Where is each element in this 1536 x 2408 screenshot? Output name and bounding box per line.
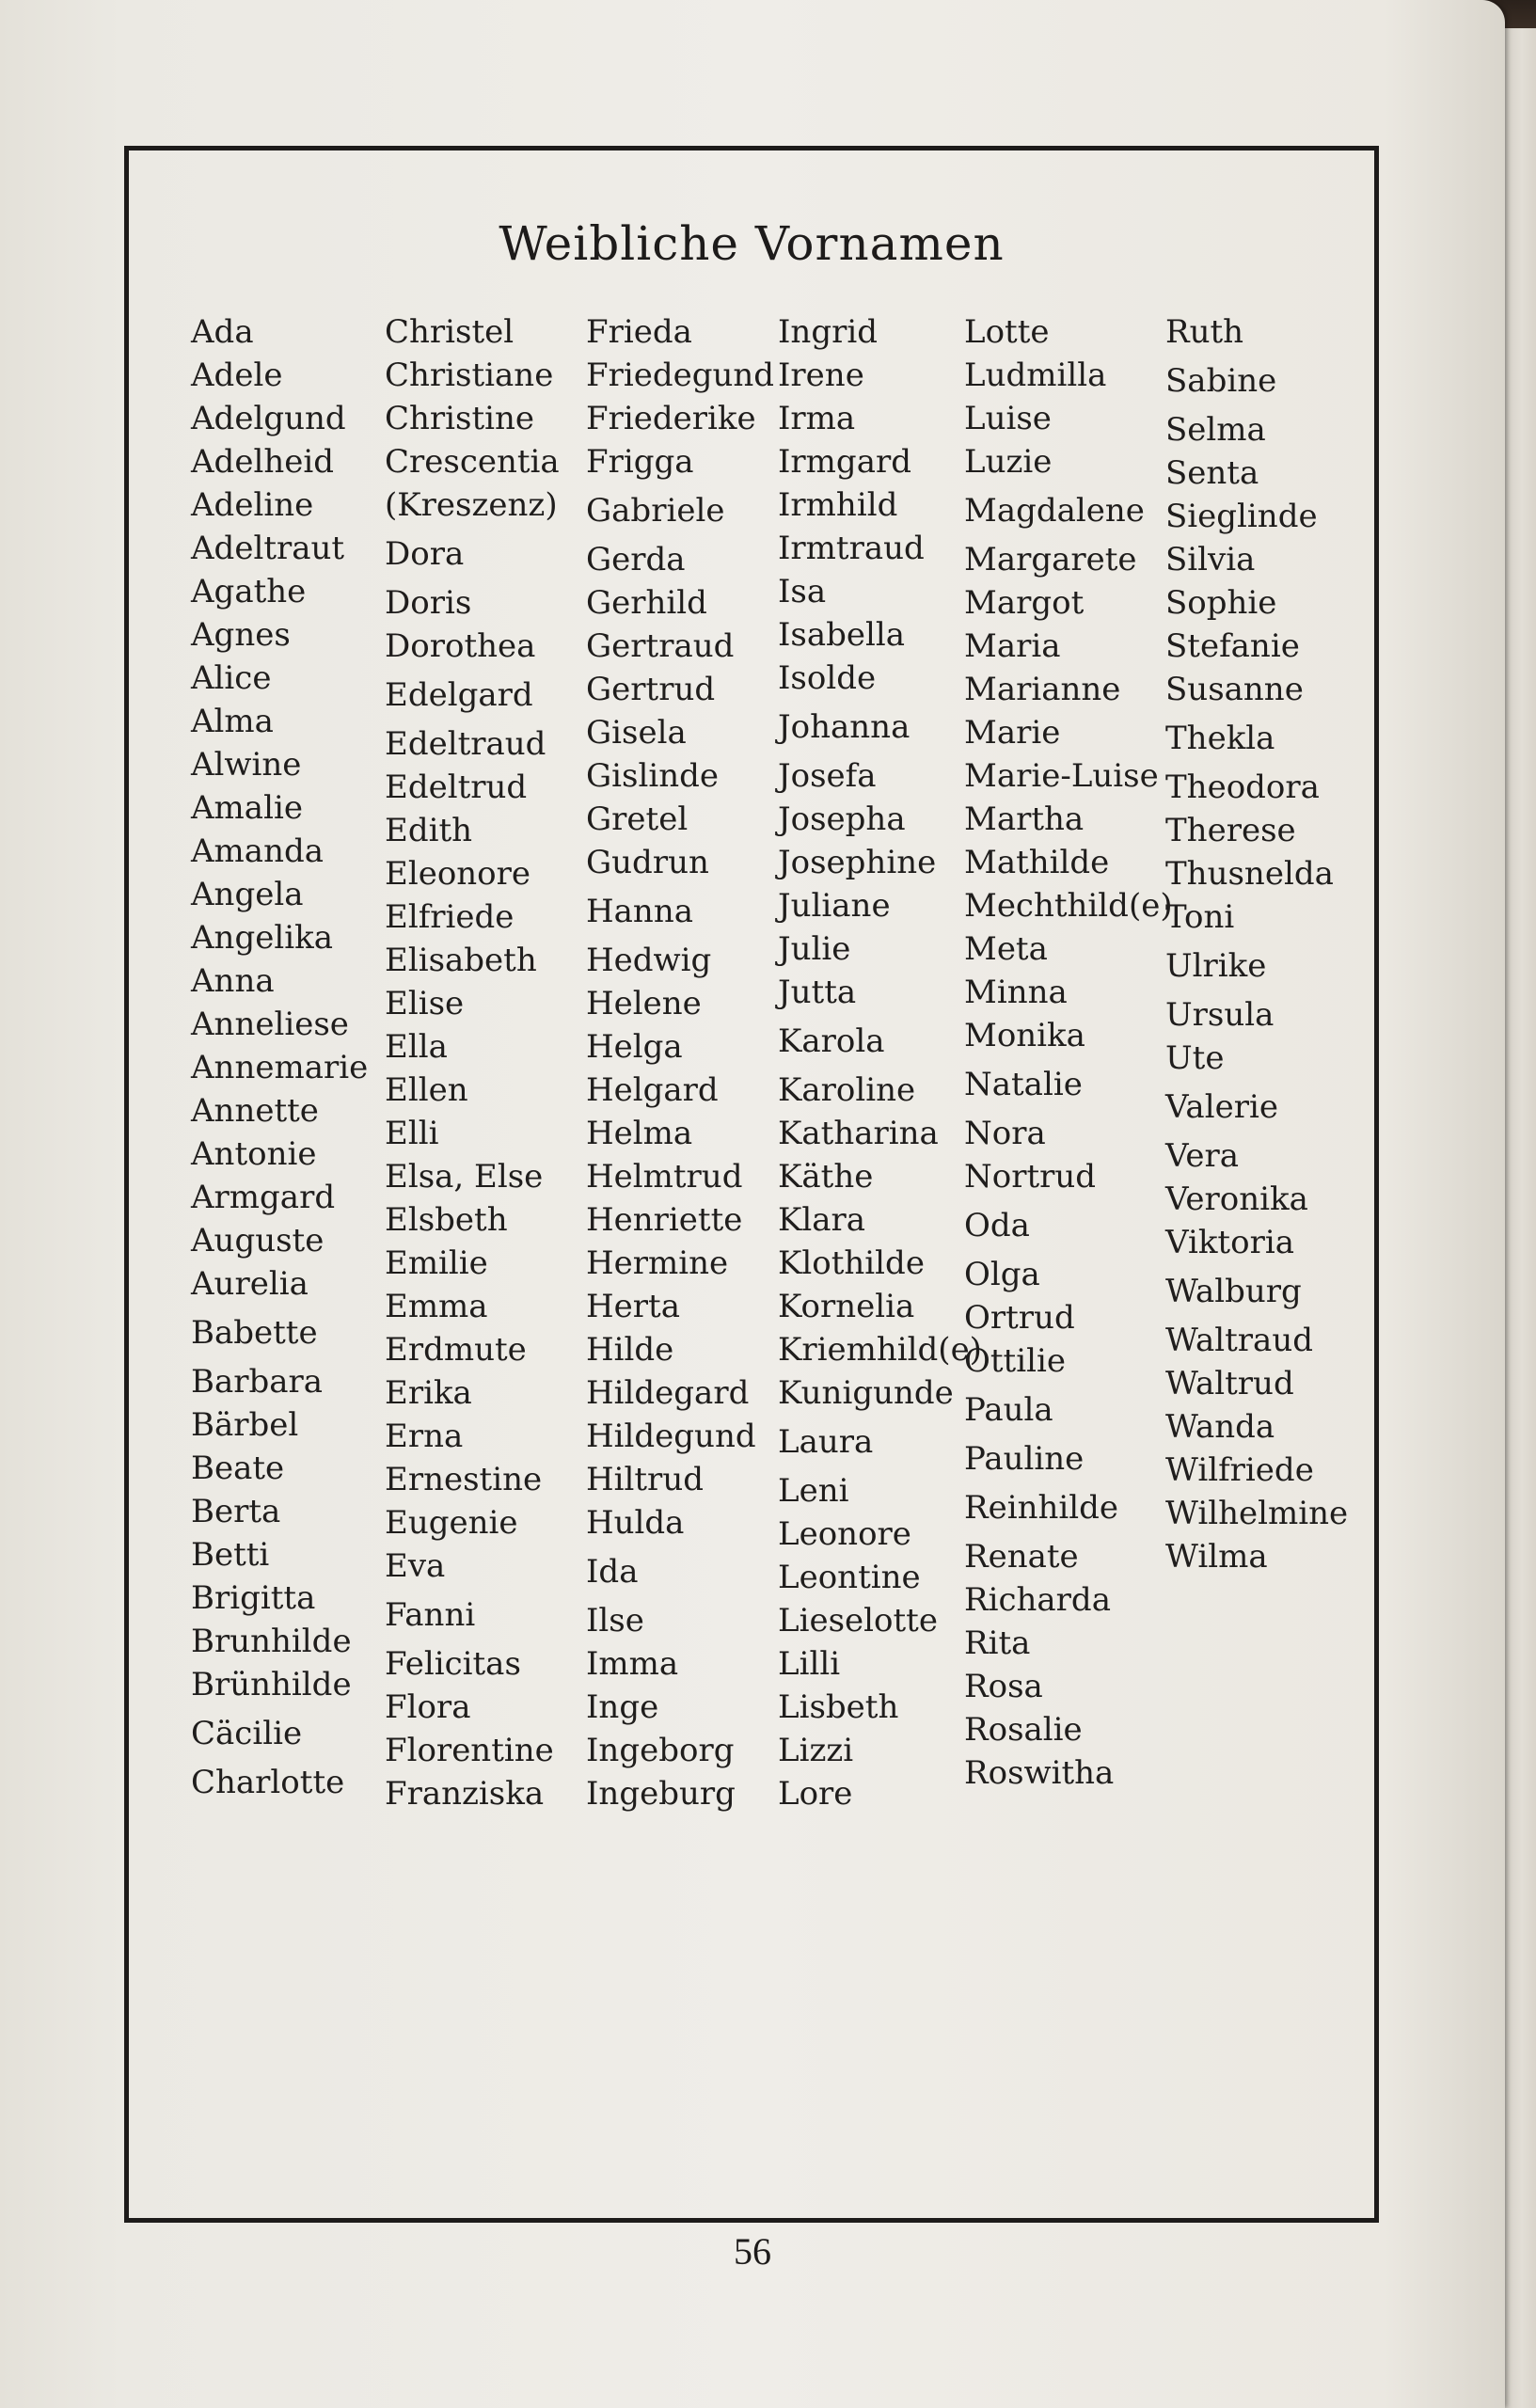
name-entry: Susanne bbox=[1165, 671, 1304, 708]
name-entry: Klara bbox=[778, 1201, 866, 1239]
name-entry: Ruth bbox=[1165, 313, 1244, 351]
name-entry: Martha bbox=[964, 800, 1085, 838]
name-entry: Marie-Luise bbox=[964, 757, 1159, 795]
name-entry: Margot bbox=[964, 584, 1085, 622]
name-entry: Gabriele bbox=[586, 492, 725, 530]
name-entry: Klothilde bbox=[778, 1244, 925, 1282]
name-entry: Edith bbox=[385, 812, 473, 849]
name-entry: Bärbel bbox=[191, 1406, 299, 1444]
name-entry: Beate bbox=[191, 1450, 285, 1487]
names-frame bbox=[124, 146, 1379, 2223]
name-entry: Therese bbox=[1165, 812, 1296, 849]
name-entry: Karola bbox=[778, 1022, 885, 1060]
name-entry: Ingeburg bbox=[586, 1775, 736, 1813]
name-entry: Amalie bbox=[191, 789, 303, 827]
name-entry: Thekla bbox=[1165, 720, 1275, 757]
names-column-2 bbox=[385, 310, 560, 1815]
name-entry: Flora bbox=[385, 1688, 471, 1726]
name-entry: Marianne bbox=[964, 671, 1121, 708]
name-entry: Ernestine bbox=[385, 1461, 543, 1498]
name-entry: Lore bbox=[778, 1775, 853, 1813]
name-entry: Emilie bbox=[385, 1244, 488, 1282]
name-entry: Rosa bbox=[964, 1668, 1043, 1705]
name-entry: Lizzi bbox=[778, 1732, 854, 1769]
name-entry: Aurelia bbox=[191, 1265, 309, 1303]
name-entry: Kunigunde bbox=[778, 1374, 954, 1412]
name-entry: Hermine bbox=[586, 1244, 729, 1282]
name-entry: Leni bbox=[778, 1472, 849, 1510]
name-entry: Magdalene bbox=[964, 492, 1145, 530]
name-entry: Erika bbox=[385, 1374, 472, 1412]
name-entry: Imma bbox=[586, 1645, 679, 1683]
name-entry: Helmtrud bbox=[586, 1158, 743, 1196]
name-entry: Gerhild bbox=[586, 584, 707, 622]
name-entry: Ada bbox=[191, 313, 254, 351]
name-entry: Adeltraut bbox=[191, 530, 345, 567]
name-entry: Erna bbox=[385, 1418, 464, 1455]
name-entry: Friederike bbox=[586, 400, 756, 437]
name-entry: Paula bbox=[964, 1391, 1053, 1429]
name-entry: Nortrud bbox=[964, 1158, 1097, 1196]
name-entry: Anna bbox=[191, 962, 275, 1000]
name-entry: Wilhelmine bbox=[1165, 1495, 1349, 1532]
name-entry: Gislinde bbox=[586, 757, 720, 795]
name-entry: Brunhilde bbox=[191, 1623, 352, 1660]
name-entry: Gudrun bbox=[586, 844, 709, 881]
name-entry: Erdmute bbox=[385, 1331, 527, 1369]
name-entry: Christiane bbox=[385, 356, 554, 394]
name-entry: Gretel bbox=[586, 800, 689, 838]
name-entry: Helgard bbox=[586, 1071, 719, 1109]
name-entry: Sophie bbox=[1165, 584, 1277, 622]
name-entry: Emma bbox=[385, 1288, 488, 1325]
name-entry: Christine bbox=[385, 400, 535, 437]
name-entry: Berta bbox=[191, 1493, 281, 1530]
name-entry: Alwine bbox=[191, 746, 302, 784]
names-column-1 bbox=[191, 310, 368, 1804]
name-entry: Hildegard bbox=[586, 1374, 750, 1412]
name-entry: Doris bbox=[385, 584, 472, 622]
name-entry: Auguste bbox=[191, 1222, 325, 1259]
name-entry: Vera bbox=[1165, 1137, 1240, 1175]
name-entry: Helga bbox=[586, 1028, 683, 1066]
name-entry: Hulda bbox=[586, 1504, 685, 1542]
name-entry: Annette bbox=[191, 1092, 319, 1130]
name-entry: Isabella bbox=[778, 616, 906, 654]
name-entry: Dora bbox=[385, 535, 465, 573]
name-entry: Irmtraud bbox=[778, 530, 925, 567]
name-entry: Walburg bbox=[1165, 1273, 1302, 1310]
name-entry: Betti bbox=[191, 1536, 270, 1574]
name-entry: Helma bbox=[586, 1115, 693, 1152]
name-entry: Edelgard bbox=[385, 676, 533, 714]
name-entry: Irmgard bbox=[778, 443, 911, 481]
name-entry: Luzie bbox=[964, 443, 1053, 481]
name-entry: Elise bbox=[385, 985, 465, 1022]
name-entry: Olga bbox=[964, 1256, 1040, 1293]
name-entry: Maria bbox=[964, 627, 1061, 665]
name-entry: Felicitas bbox=[385, 1645, 521, 1683]
name-entry: Adele bbox=[191, 356, 283, 394]
name-entry: Barbara bbox=[191, 1363, 324, 1401]
name-entry: Selma bbox=[1165, 411, 1266, 449]
name-entry: Ursula bbox=[1165, 996, 1275, 1034]
name-entry: Reinhilde bbox=[964, 1489, 1119, 1527]
name-entry: Adeline bbox=[191, 486, 314, 524]
name-entry: Ludmilla bbox=[964, 356, 1107, 394]
name-entry: Kriemhild(e) bbox=[778, 1331, 982, 1369]
name-entry: Brigitta bbox=[191, 1579, 316, 1617]
name-entry: Cäcilie bbox=[191, 1715, 303, 1752]
name-entry: Alma bbox=[191, 703, 274, 740]
name-entry: Luise bbox=[964, 400, 1052, 437]
name-entry: Wanda bbox=[1165, 1408, 1275, 1446]
name-entry: Lisbeth bbox=[778, 1688, 899, 1726]
name-entry: Rita bbox=[964, 1624, 1031, 1662]
name-entry: Ella bbox=[385, 1028, 448, 1066]
name-entry: Anneliese bbox=[191, 1006, 349, 1043]
name-entry: Karoline bbox=[778, 1071, 916, 1109]
page-number: 56 bbox=[734, 2230, 771, 2273]
name-entry: Ellen bbox=[385, 1071, 468, 1109]
name-entry: Dorothea bbox=[385, 627, 536, 665]
name-entry: Angelika bbox=[191, 919, 333, 957]
name-entry: Theodora bbox=[1165, 768, 1320, 806]
name-entry: Frieda bbox=[586, 313, 692, 351]
name-entry: Hildegund bbox=[586, 1418, 756, 1455]
name-entry: Edeltraud bbox=[385, 725, 546, 763]
name-entry: Adelheid bbox=[191, 443, 334, 481]
name-entry: Lilli bbox=[778, 1645, 841, 1683]
name-entry: Annemarie bbox=[191, 1049, 369, 1086]
name-entry: Irma bbox=[778, 400, 856, 437]
name-entry: Jutta bbox=[778, 974, 857, 1011]
name-entry: Lotte bbox=[964, 313, 1050, 351]
name-entry: Babette bbox=[191, 1314, 318, 1352]
name-entry: Gerda bbox=[586, 541, 686, 578]
name-entry: Käthe bbox=[778, 1158, 874, 1196]
name-entry: Viktoria bbox=[1165, 1224, 1294, 1261]
name-entry: Hilde bbox=[586, 1331, 674, 1369]
name-entry: Ulrike bbox=[1165, 947, 1267, 985]
name-entry: Mechthild(e) bbox=[964, 887, 1173, 925]
name-entry: Ingrid bbox=[778, 313, 878, 351]
names-column-6 bbox=[1165, 310, 1348, 1578]
name-entry: (Kreszenz) bbox=[385, 486, 558, 524]
name-entry: Meta bbox=[964, 930, 1048, 968]
name-entry: Laura bbox=[778, 1423, 874, 1461]
name-entry: Stefanie bbox=[1165, 627, 1300, 665]
name-entry: Irene bbox=[778, 356, 864, 394]
name-entry: Renate bbox=[964, 1538, 1079, 1576]
name-entry: Wilfriede bbox=[1165, 1451, 1314, 1489]
name-entry: Agathe bbox=[191, 573, 307, 610]
name-entry: Waltrud bbox=[1165, 1365, 1294, 1402]
name-entry: Inge bbox=[586, 1688, 659, 1726]
name-entry: Valerie bbox=[1165, 1088, 1278, 1126]
name-entry: Edeltrud bbox=[385, 768, 528, 806]
name-entry: Gisela bbox=[586, 714, 687, 752]
name-entry: Christel bbox=[385, 313, 515, 351]
name-entry: Frigga bbox=[586, 443, 694, 481]
name-entry: Elisabeth bbox=[385, 942, 537, 979]
name-entry: Senta bbox=[1165, 454, 1259, 492]
name-entry: Leonore bbox=[778, 1515, 911, 1553]
name-entry: Pauline bbox=[964, 1440, 1085, 1478]
name-entry: Monika bbox=[964, 1017, 1085, 1054]
name-entry: Nora bbox=[964, 1115, 1046, 1152]
name-entry: Ute bbox=[1165, 1039, 1225, 1077]
name-entry: Julie bbox=[778, 930, 851, 968]
name-entry: Gertrud bbox=[586, 671, 716, 708]
name-entry: Marie bbox=[964, 714, 1061, 752]
name-entry: Katharina bbox=[778, 1115, 939, 1152]
name-entry: Florentine bbox=[385, 1732, 554, 1769]
name-entry: Sieglinde bbox=[1165, 498, 1318, 535]
name-entry: Ortrud bbox=[964, 1299, 1075, 1337]
name-entry: Isolde bbox=[778, 659, 877, 697]
name-entry: Franziska bbox=[385, 1775, 545, 1813]
name-entry: Rosalie bbox=[964, 1711, 1083, 1749]
name-entry: Hedwig bbox=[586, 942, 712, 979]
names-column-4 bbox=[778, 310, 982, 1815]
name-entry: Helene bbox=[586, 985, 702, 1022]
name-entry: Isa bbox=[778, 573, 827, 610]
name-entry: Ottilie bbox=[964, 1342, 1066, 1380]
name-entry: Kornelia bbox=[778, 1288, 915, 1325]
name-entry: Waltraud bbox=[1165, 1322, 1313, 1359]
name-entry: Crescentia bbox=[385, 443, 560, 481]
name-entry: Henriette bbox=[586, 1201, 743, 1239]
name-entry: Amanda bbox=[191, 832, 324, 870]
name-entry: Margarete bbox=[964, 541, 1137, 578]
name-entry: Josefa bbox=[778, 757, 877, 795]
name-entry: Agnes bbox=[191, 616, 291, 654]
name-entry: Elfriede bbox=[385, 898, 515, 936]
name-entry: Richarda bbox=[964, 1581, 1111, 1619]
name-entry: Juliane bbox=[778, 887, 891, 925]
name-entry: Elli bbox=[385, 1115, 439, 1152]
name-entry: Herta bbox=[586, 1288, 680, 1325]
name-entry: Gertraud bbox=[586, 627, 735, 665]
name-entry: Brünhilde bbox=[191, 1666, 352, 1703]
name-entry: Veronika bbox=[1165, 1180, 1308, 1218]
names-column-5 bbox=[964, 310, 1173, 1795]
name-entry: Armgard bbox=[191, 1179, 336, 1216]
names-column-3 bbox=[586, 310, 774, 1815]
name-entry: Eugenie bbox=[385, 1504, 518, 1542]
page-title: Weibliche Vornamen bbox=[499, 216, 1005, 271]
name-entry: Adelgund bbox=[191, 400, 346, 437]
name-entry: Eva bbox=[385, 1547, 446, 1585]
name-entry: Friedegund bbox=[586, 356, 775, 394]
name-entry: Minna bbox=[964, 974, 1068, 1011]
name-entry: Angela bbox=[191, 876, 304, 913]
name-entry: Wilma bbox=[1165, 1538, 1268, 1576]
name-entry: Irmhild bbox=[778, 486, 898, 524]
name-entry: Fanni bbox=[385, 1596, 476, 1634]
name-entry: Antonie bbox=[191, 1135, 317, 1173]
name-entry: Oda bbox=[964, 1207, 1030, 1244]
name-entry: Mathilde bbox=[964, 844, 1110, 881]
name-entry: Natalie bbox=[964, 1066, 1083, 1103]
name-entry: Ingeborg bbox=[586, 1732, 735, 1769]
name-entry: Lieselotte bbox=[778, 1602, 938, 1640]
name-entry: Leontine bbox=[778, 1559, 921, 1596]
name-entry: Eleonore bbox=[385, 855, 531, 893]
name-entry: Hiltrud bbox=[586, 1461, 704, 1498]
name-entry: Ilse bbox=[586, 1602, 644, 1640]
name-entry: Johanna bbox=[778, 708, 911, 746]
name-entry: Sabine bbox=[1165, 362, 1277, 400]
name-entry: Elsbeth bbox=[385, 1201, 508, 1239]
name-entry: Ida bbox=[586, 1553, 639, 1591]
name-entry: Toni bbox=[1165, 898, 1235, 936]
name-entry: Alice bbox=[191, 659, 272, 697]
name-entry: Elsa, Else bbox=[385, 1158, 544, 1196]
name-entry: Thusnelda bbox=[1165, 855, 1334, 893]
name-entry: Josephine bbox=[778, 844, 937, 881]
name-entry: Silvia bbox=[1165, 541, 1256, 578]
name-entry: Charlotte bbox=[191, 1764, 345, 1801]
name-entry: Hanna bbox=[586, 893, 693, 930]
name-entry: Josepha bbox=[778, 800, 906, 838]
name-entry: Roswitha bbox=[964, 1754, 1115, 1792]
